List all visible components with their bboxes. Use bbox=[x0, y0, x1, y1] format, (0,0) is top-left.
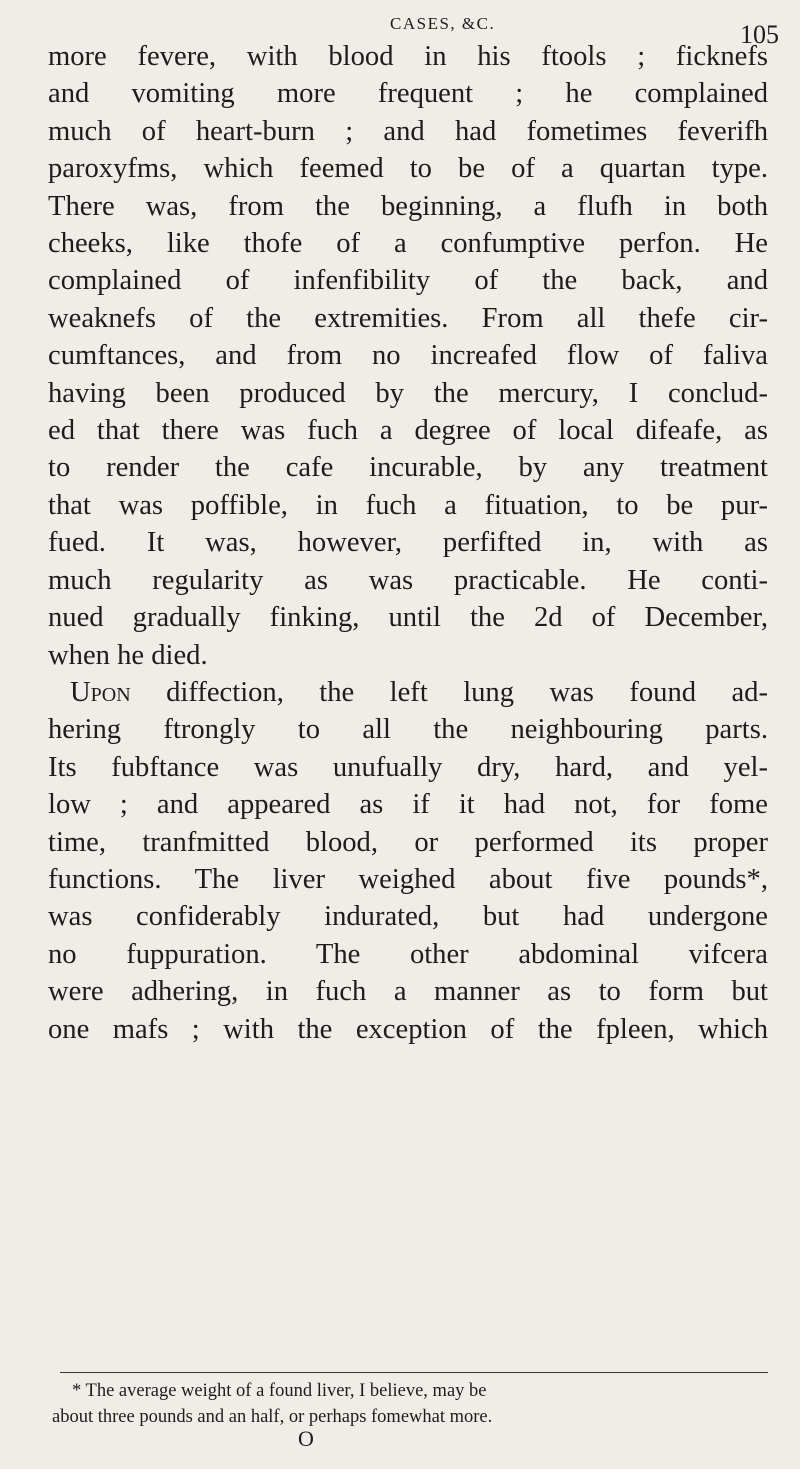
text-line: to render the cafe incurable, by any treatment bbox=[48, 452, 768, 484]
text-line: much regularity as was practicable. He conti- bbox=[48, 564, 768, 596]
text-line: time, tranfmitted blood, or performed its proper bbox=[48, 826, 768, 858]
text-line: more fevere, with blood in his ftools ; ficknefs bbox=[48, 41, 768, 72]
text-line: weaknefs of the extremities. From all thefe cir- bbox=[48, 302, 768, 334]
text-line: cheeks, like thofe of a confumptive perfon. He bbox=[48, 228, 768, 260]
text-line: paroxyfms, which feemed to be of a quartan type. bbox=[48, 153, 768, 185]
text-line: fued. It was, however, perfifted in, with as bbox=[48, 527, 768, 559]
signature-mark: O bbox=[298, 1426, 314, 1451]
text-line: and vomiting more frequent ; he complained bbox=[48, 78, 768, 110]
text-line: having been produced by the mercury, I conclud- bbox=[48, 377, 768, 409]
text-line: one mafs ; with the exception of the fpleen, which bbox=[48, 1013, 768, 1045]
footnote bbox=[52, 1378, 742, 1430]
text-line: were adhering, in fuch a manner as to form but bbox=[48, 976, 768, 1008]
text-line bbox=[48, 674, 768, 711]
text-line: Its fubftance was unufually dry, hard, and yel- bbox=[48, 751, 768, 783]
text-line: functions. The liver weighed about five pounds*, bbox=[48, 863, 768, 895]
text-line: much of heart-burn ; and had fometimes feverifh bbox=[48, 115, 768, 147]
footnote-line: * The average weight of a found liver, I believe, may be bbox=[72, 1381, 487, 1401]
paragraph-1 bbox=[48, 38, 768, 674]
footnote-line: about three pounds and an half, or perhaps fomewhat more. bbox=[52, 1407, 493, 1427]
body-text bbox=[48, 38, 768, 1048]
text-line: nued gradually finking, until the 2d of December, bbox=[48, 602, 768, 634]
first-line-rest: diffection, the left lung was found ad- bbox=[130, 676, 768, 708]
text-line: no fuppuration. The other abdominal vifcera bbox=[48, 938, 768, 970]
footnote-divider bbox=[60, 1372, 768, 1373]
text-line: There was, from the beginning, a flufh in both bbox=[48, 190, 768, 222]
text-line: cumftances, and from no increafed flow of faliva bbox=[48, 340, 768, 372]
text-line: low ; and appeared as if it had not, for fome bbox=[48, 789, 768, 821]
text-line: was confiderably indurated, but had undergone bbox=[48, 901, 768, 933]
text-line: hering ftrongly to all the neighbouring parts. bbox=[48, 714, 768, 746]
running-head-title: CASES, &C. bbox=[390, 14, 496, 33]
paragraph-2 bbox=[48, 674, 768, 1048]
page-number: 105 bbox=[740, 20, 779, 49]
text-line: complained of infenfibility of the back, and bbox=[48, 265, 768, 297]
text-line: when he died. bbox=[48, 639, 208, 671]
text-line: that was poffible, in fuch a fituation, to be pur- bbox=[48, 489, 768, 521]
text-line: ed that there was fuch a degree of local difeafe, as bbox=[48, 415, 768, 447]
lead-word: Upon bbox=[70, 676, 131, 708]
